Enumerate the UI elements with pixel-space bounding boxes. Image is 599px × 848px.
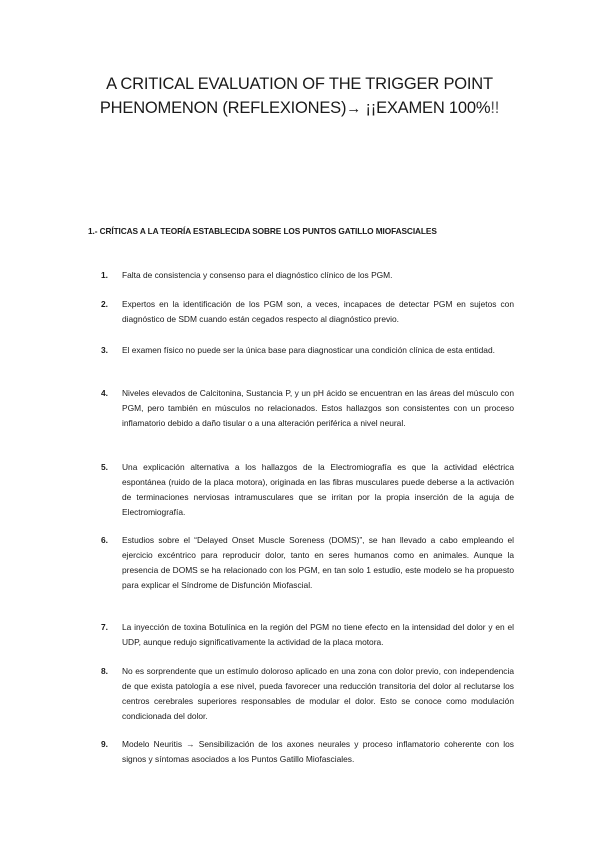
item-number: 3. bbox=[101, 345, 108, 355]
item-number: 5. bbox=[101, 462, 108, 472]
title-line-1: A CRITICAL EVALUATION OF THE TRIGGER POINT bbox=[106, 75, 493, 93]
item-text: No es sorprendente que un estímulo doloroso aplicado en una zona con dolor previo, con independencia de que exista patología a ese nivel, pueda favorecer una reducción transitoria del dolor al reclutarse los centros cerebrales superiores responsables de modular el dolor. Esto se conoce como modulación condicionada del dolor. bbox=[122, 666, 514, 721]
item-number: 1. bbox=[101, 270, 108, 280]
item-text: Falta de consistencia y consenso para el diagnóstico clínico de los PGM. bbox=[122, 270, 393, 280]
item-number: 6. bbox=[101, 535, 108, 545]
section-heading: 1.- CRÍTICAS A LA TEORÍA ESTABLECIDA SOBRE LOS PUNTOS GATILLO MIOFASCIALES bbox=[88, 226, 437, 236]
title-line-2 bbox=[60, 96, 539, 121]
item-text: La inyección de toxina Botulínica en la región del PGM no tiene efecto en la intensidad del dolor y en el UDP, aunque redujo significativamente la actividad de la placa motora. bbox=[122, 622, 514, 647]
item-number: 7. bbox=[101, 622, 108, 632]
item-number: 9. bbox=[101, 739, 108, 749]
item-number: 4. bbox=[101, 388, 108, 398]
item-number: 8. bbox=[101, 666, 108, 676]
item-text: Estudios sobre el “Delayed Onset Muscle Soreness (DOMS)”, se han llevado a cabo empleando el ejercicio excéntrico para reproducir dolor, tanto en seres humanos como en animales. Aunque la presencia de DOMS se ha relacionado con los PGM, en tan solo 1 estudio, este modelo se ha propuesto para explicar el Síndrome de Disfunción Miofascial. bbox=[122, 535, 514, 590]
item-text: Niveles elevados de Calcitonina, Sustancia P, y un pH ácido se encuentran en las áreas del músculo con PGM, pero también en músculos no relacionados. Estos hallazgos son consistentes con un proceso inflamatorio debido a daño tisular o a una alteración periférica a nivel neural. bbox=[122, 388, 514, 428]
item-number: 2. bbox=[101, 299, 108, 309]
title-exam-text: ¡¡EXAMEN 100% bbox=[361, 99, 491, 117]
item-text: El examen físico no puede ser la única base para diagnosticar una condición clínica de esta entidad. bbox=[122, 345, 495, 355]
item-text: Modelo Neuritis → Sensibilización de los axones neurales y proceso inflamatorio coherente con los signos y síntomas asociados a los Puntos Gatillo Miofasciales. bbox=[122, 739, 514, 764]
title-line-2-text: PHENOMENON (REFLEXIONES) bbox=[99, 99, 347, 117]
arrow-icon: → bbox=[346, 100, 362, 117]
document-title bbox=[60, 72, 539, 121]
title-exclamation: !! bbox=[490, 99, 500, 117]
item-text: Expertos en la identificación de los PGM son, a veces, incapaces de detectar PGM en sujetos con diagnóstico de SDM cuando están cegados respecto al diagnóstico previo. bbox=[122, 299, 514, 324]
item-text: Una explicación alternativa a los hallazgos de la Electromiografía es que la actividad eléctrica espontánea (ruido de la placa motora), originada en las fibras musculares puede deberse a la activación de terminaciones nerviosas intramusculares que se irritan por la propia inserción de la aguja de Electromiografía. bbox=[122, 462, 514, 517]
